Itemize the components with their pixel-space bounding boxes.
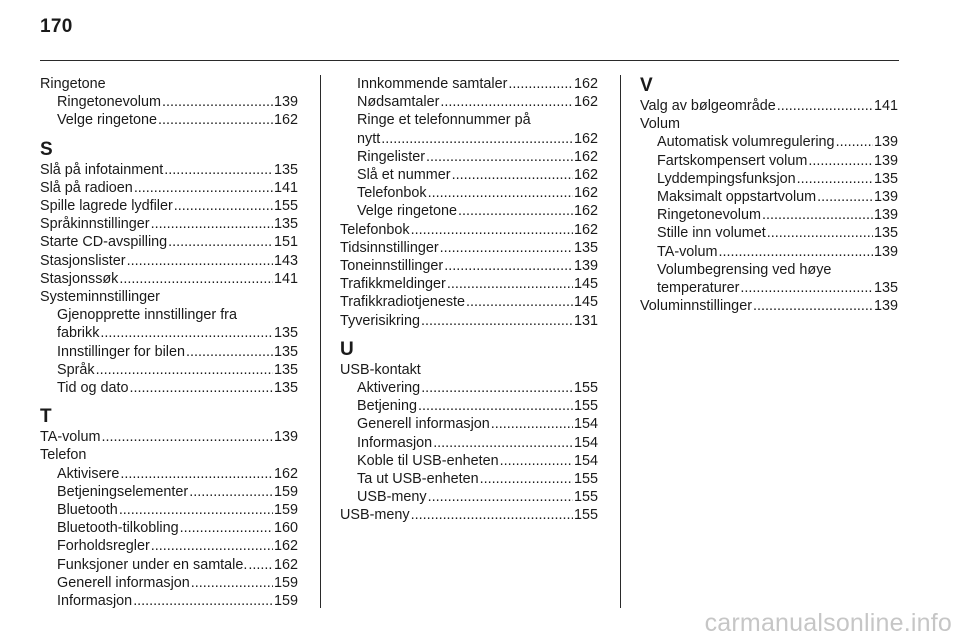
- index-page-number: 155: [273, 198, 298, 215]
- index-page-number: 135: [273, 161, 298, 178]
- dot-leader: [134, 179, 273, 197]
- watermark: carmanualsonline.info: [704, 609, 952, 637]
- dot-leader: [168, 233, 273, 251]
- index-page-number: 139: [573, 258, 598, 275]
- index-entry: [640, 224, 898, 242]
- dot-leader: [189, 483, 273, 501]
- dot-leader: [808, 152, 873, 170]
- index-entry: [640, 97, 898, 115]
- index-page-number: 139: [873, 152, 898, 169]
- index-page-number: 162: [573, 203, 598, 220]
- index-page-number: 139: [873, 189, 898, 206]
- index-page-number: 139: [273, 429, 298, 446]
- index-page-number: 155: [573, 507, 598, 524]
- dot-leader: [740, 279, 873, 297]
- index-entry: [340, 506, 598, 524]
- index-entry: [340, 93, 598, 111]
- index-entry: [40, 270, 298, 288]
- page-number: 170: [40, 16, 73, 37]
- index-entry-text: Aktivisere: [57, 465, 120, 482]
- header-rule: [40, 60, 899, 61]
- index-column-1: [40, 75, 298, 610]
- dot-leader: [452, 166, 573, 184]
- index-entry: [340, 415, 598, 433]
- index-entry-text: Toneinnstillinger: [340, 258, 444, 275]
- index-entry: [40, 197, 298, 215]
- index-entry-text: Valg av bølgeområde: [640, 98, 776, 114]
- index-page-number: 135: [873, 170, 898, 187]
- index-entry-text: Telefonbok: [340, 221, 410, 238]
- index-entry-text: Forholdsregler: [57, 538, 150, 555]
- index-entry-text: Ta ut USB-enheten: [357, 471, 479, 488]
- index-entry: [340, 293, 598, 311]
- index-entry-text: Generell informasjon: [57, 574, 190, 591]
- index-page-number: 135: [273, 343, 298, 360]
- index-page-number: 154: [573, 452, 598, 469]
- index-entry: [640, 279, 898, 297]
- index-group-heading: Ringetone: [40, 76, 106, 92]
- index-entry: [340, 452, 598, 470]
- index-entry-text: Bluetooth-tilkobling: [57, 520, 179, 537]
- index-entry: [340, 434, 598, 452]
- dot-leader: [418, 397, 573, 415]
- dot-leader: [428, 488, 573, 506]
- dot-leader: [119, 501, 273, 519]
- index-entry: [340, 397, 598, 415]
- index-entry: [40, 233, 298, 251]
- index-page-number: 162: [273, 465, 298, 482]
- dot-leader: [381, 130, 573, 148]
- index-entry-text: Stasjonssøk: [40, 270, 119, 287]
- index-entry-text: Innstillinger for bilen: [57, 343, 185, 360]
- index-entry: [640, 206, 898, 224]
- dot-leader: [191, 574, 273, 592]
- index-entry-text: Funksjoner under en samtale.: [57, 556, 248, 573]
- dot-leader: [102, 428, 273, 446]
- dot-leader: [491, 415, 573, 433]
- index-entry: [40, 428, 298, 446]
- index-entry-text: Informasjon: [57, 593, 133, 610]
- dot-leader: [186, 343, 273, 361]
- dot-leader: [174, 197, 273, 215]
- dot-leader: [411, 221, 573, 239]
- index-entry-text: Automatisk volumregulering: [657, 134, 835, 151]
- index-entry: [340, 221, 598, 239]
- index-entry: [340, 379, 598, 397]
- index-entry: [40, 501, 298, 519]
- dot-leader: [777, 97, 873, 115]
- dot-leader: [508, 75, 573, 93]
- index-entry: [340, 184, 598, 202]
- index-entry-text: Starte CD-avspilling: [40, 234, 168, 251]
- index-entry-text: Maksimalt oppstartvolum: [657, 189, 817, 206]
- index-entry-text: Betjeningselementer: [57, 483, 189, 500]
- index-entry-text: USB-meny: [340, 507, 410, 524]
- dot-leader: [797, 170, 873, 188]
- index-entry-text: Stasjonslister: [40, 252, 126, 269]
- dot-leader: [458, 202, 573, 220]
- index-entry: [40, 465, 298, 483]
- index-entry: [640, 170, 898, 188]
- index-page-number: 155: [573, 398, 598, 415]
- dot-leader: [120, 465, 273, 483]
- index-letter-heading: U: [340, 338, 354, 360]
- index-entry: [340, 148, 598, 166]
- index-entry: [640, 243, 898, 261]
- index-entry: [40, 161, 298, 179]
- index-entry: [40, 556, 298, 574]
- index-entry: [640, 133, 898, 151]
- index-page-number: 159: [273, 483, 298, 500]
- index-entry-text: Betjening: [357, 398, 418, 415]
- index-entry-text: Spille lagrede lydfiler: [40, 198, 173, 215]
- index-entry: [40, 519, 298, 537]
- index-entry-text: USB-meny: [357, 489, 427, 506]
- index-page-number: 159: [273, 502, 298, 519]
- index-entry: [640, 297, 898, 315]
- index-page-number: 162: [573, 148, 598, 165]
- index-page-number: 162: [573, 185, 598, 202]
- index-entry: [640, 152, 898, 170]
- index-entry: [340, 275, 598, 293]
- index-group-heading: Systeminnstillinger: [40, 289, 160, 306]
- index-entry-text: Telefonbok: [357, 185, 427, 202]
- index-page-number: 135: [273, 380, 298, 397]
- index-entry-text: Trafikkmeldinger: [340, 276, 446, 293]
- dot-leader: [180, 519, 273, 537]
- index-entry: [40, 343, 298, 361]
- index-entry: [40, 324, 298, 342]
- index-entry-text: Fartskompensert volum: [657, 152, 808, 169]
- index-page-number: 162: [573, 94, 598, 111]
- index-entry-text: Ringetonevolum: [57, 94, 161, 111]
- dot-leader: [440, 93, 573, 111]
- index-page-number: 139: [873, 134, 898, 151]
- index-entry: [40, 93, 298, 111]
- dot-leader: [836, 133, 873, 151]
- index-entry: [340, 312, 598, 330]
- index-entry: [40, 111, 298, 129]
- index-page-number: 143: [273, 252, 298, 269]
- index-entry-text: temperaturer: [657, 280, 740, 297]
- index-entry-text: Lyddempingsfunksjon: [657, 170, 796, 187]
- index-entry: [640, 188, 898, 206]
- dot-leader: [440, 239, 573, 257]
- index-group-heading: Volum: [640, 116, 680, 133]
- index-entry-text: Informasjon: [357, 434, 433, 451]
- index-entry-text: Ringetonevolum: [657, 207, 761, 224]
- index-entry-text: Slå på infotainment: [40, 161, 164, 178]
- index-entry: [40, 592, 298, 610]
- index-entry: [40, 379, 298, 397]
- index-entry-text: nytt: [357, 130, 381, 147]
- dot-leader: [466, 293, 573, 311]
- index-page-number: 135: [273, 325, 298, 342]
- dot-leader: [433, 434, 573, 452]
- dot-leader: [164, 161, 273, 179]
- index-entry-text: Koble til USB-enheten: [357, 452, 499, 469]
- index-entry-text: Generell informasjon: [357, 416, 490, 433]
- dot-leader: [421, 312, 573, 330]
- index-letter-heading: S: [40, 138, 53, 160]
- dot-leader: [100, 324, 273, 342]
- dot-leader: [444, 257, 573, 275]
- column-divider: [320, 75, 321, 608]
- dot-leader: [127, 252, 273, 270]
- index-entry: [340, 202, 598, 220]
- index-entry: [40, 215, 298, 233]
- dot-leader: [162, 93, 273, 111]
- index-page-number: 135: [873, 280, 898, 297]
- index-page-number: 159: [273, 593, 298, 610]
- column-divider: [620, 75, 621, 608]
- dot-leader: [119, 270, 273, 288]
- index-group-heading: USB-kontakt: [340, 361, 421, 378]
- index-entry: [40, 483, 298, 501]
- index-entry: [340, 257, 598, 275]
- index-page-number: 131: [573, 312, 598, 329]
- dot-leader: [762, 206, 873, 224]
- index-page-number: 162: [273, 538, 298, 555]
- index-entry: [40, 574, 298, 592]
- index-entry-text: Språk: [57, 361, 95, 378]
- dot-leader: [96, 361, 273, 379]
- dot-leader: [411, 506, 573, 524]
- index-entry: [340, 130, 598, 148]
- index-entry: [40, 361, 298, 379]
- index-page-number: 162: [573, 76, 598, 92]
- index-entry-text: Voluminnstillinger: [640, 298, 752, 315]
- index-page-number: 135: [273, 216, 298, 233]
- index-page-number: 141: [873, 98, 898, 114]
- index-entry-text: Tyverisikring: [340, 312, 420, 329]
- index-page-number: 162: [273, 112, 298, 129]
- index-entry-text: Tid og dato: [57, 380, 129, 397]
- index-entry-text: fabrikk: [57, 325, 100, 342]
- index-page-number: 135: [273, 361, 298, 378]
- index-page-number: 159: [273, 574, 298, 591]
- index-entry-text: Stille inn volumet: [657, 225, 766, 242]
- index-page-number: 139: [873, 207, 898, 224]
- index-page-number: 162: [573, 130, 598, 147]
- dot-leader: [428, 184, 573, 202]
- index-page-number: 162: [573, 221, 598, 238]
- dot-leader: [133, 592, 273, 610]
- index-page-number: 135: [873, 225, 898, 242]
- index-column-2: [340, 75, 598, 525]
- index-entry: [40, 179, 298, 197]
- index-entry-line: Ringe et telefonnummer på: [357, 112, 531, 129]
- index-page-number: 141: [273, 179, 298, 196]
- dot-leader: [719, 243, 873, 261]
- index-entry: [40, 537, 298, 555]
- index-page-number: 145: [573, 276, 598, 293]
- index-column-3: [640, 75, 898, 315]
- index-entry-text: Nødsamtaler: [357, 94, 440, 111]
- index-group-heading: Telefon: [40, 447, 87, 464]
- index-entry-text: Velge ringetone: [357, 203, 458, 220]
- index-entry-line: Volumbegrensing ved høye: [657, 261, 832, 278]
- index-page-number: 154: [573, 416, 598, 433]
- dot-leader: [753, 297, 873, 315]
- dot-leader: [447, 275, 573, 293]
- index-page-number: 139: [873, 243, 898, 260]
- index-entry-text: Språkinnstillinger: [40, 216, 150, 233]
- index-entry-text: Trafikkradiotjeneste: [340, 294, 466, 311]
- index-entry-line: Gjenopprette innstillinger fra: [57, 307, 237, 324]
- dot-leader: [151, 215, 273, 233]
- index-letter-heading: V: [640, 75, 653, 96]
- dot-leader: [500, 452, 573, 470]
- index-entry-text: Slå et nummer: [357, 167, 451, 184]
- dot-leader: [480, 470, 573, 488]
- dot-leader: [158, 111, 273, 129]
- index-page-number: 135: [573, 239, 598, 256]
- dot-leader: [421, 379, 573, 397]
- index-page-number: 141: [273, 270, 298, 287]
- index-entry: [340, 470, 598, 488]
- index-letter-heading: T: [40, 406, 52, 428]
- index-page-number: 154: [573, 434, 598, 451]
- index-entry-text: Slå på radioen: [40, 179, 133, 196]
- dot-leader: [767, 224, 873, 242]
- index-entry: [340, 75, 598, 93]
- index-entry-text: Ringelister: [357, 148, 425, 165]
- index-page-number: 145: [573, 294, 598, 311]
- index-page-number: 151: [273, 234, 298, 251]
- dot-leader: [248, 556, 273, 574]
- index-entry: [340, 166, 598, 184]
- index-page-number: 139: [873, 298, 898, 315]
- index-page-number: 160: [273, 520, 298, 537]
- index-page-number: 155: [573, 471, 598, 488]
- index-page-number: 162: [573, 167, 598, 184]
- dot-leader: [817, 188, 873, 206]
- index-entry-text: Velge ringetone: [57, 112, 158, 129]
- index-page-number: 155: [573, 489, 598, 506]
- index-entry-text: TA-volum: [657, 243, 718, 260]
- index-entry-text: TA-volum: [40, 429, 101, 446]
- index-entry-text: Aktivering: [357, 380, 421, 397]
- dot-leader: [151, 537, 273, 555]
- index-entry: [340, 488, 598, 506]
- index-page-number: 155: [573, 380, 598, 397]
- index-page-number: 139: [273, 94, 298, 111]
- index-entry-text: Bluetooth: [57, 502, 118, 519]
- index-entry-text: Innkommende samtaler: [357, 76, 508, 92]
- index-entry: [340, 239, 598, 257]
- dot-leader: [426, 148, 573, 166]
- index-entry-text: Tidsinnstillinger: [340, 239, 439, 256]
- dot-leader: [129, 379, 273, 397]
- index-entry: [40, 252, 298, 270]
- index-page-number: 162: [273, 556, 298, 573]
